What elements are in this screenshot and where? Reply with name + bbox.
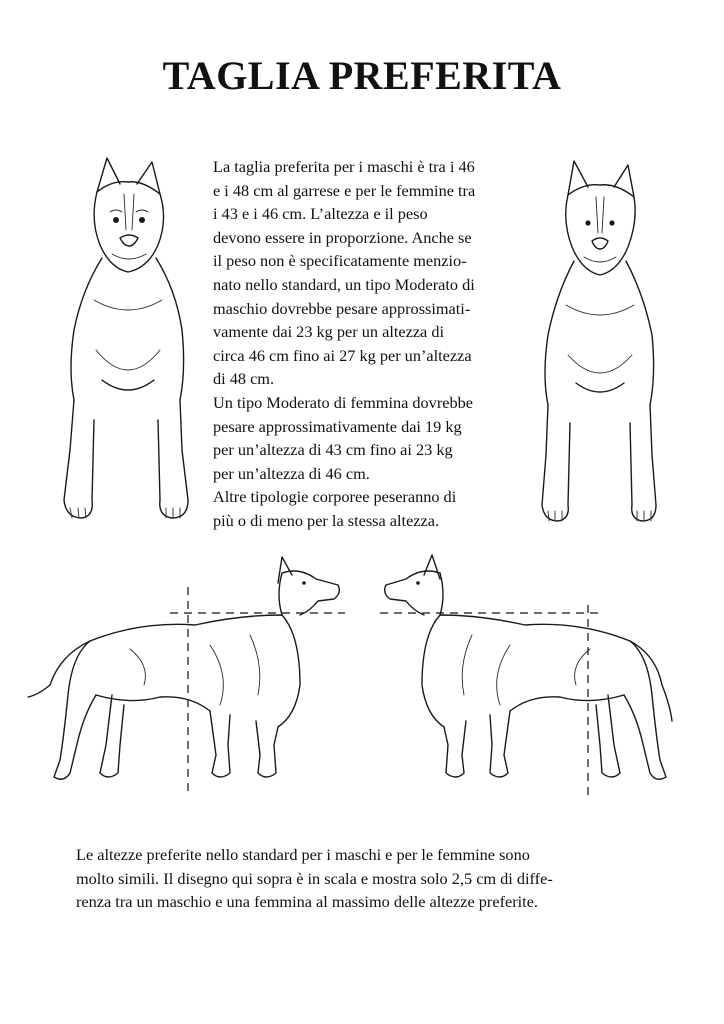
caption-line: molto simili. Il disegno qui sopra è in scala e mostra solo 2,5 cm di diffe- xyxy=(76,868,553,888)
intro-text xyxy=(213,155,543,533)
intro-line: Altre tipologie corporee peseranno di xyxy=(213,487,457,507)
intro-line: Un tipo Moderato di femmina dovrebbe xyxy=(213,392,473,412)
intro-line: devono essere in proporzione. Anche se xyxy=(213,227,472,247)
intro-line: di 48 cm. xyxy=(213,369,275,389)
intro-line: La taglia preferita per i maschi è tra i 46 xyxy=(213,157,475,176)
intro-line: per un’altezza di 46 cm. xyxy=(213,463,370,483)
intro-line: i 43 e i 46 cm. L’altezza e il peso xyxy=(213,204,428,224)
intro-line: circa 46 cm fino ai 27 kg per un’altezza xyxy=(213,345,472,365)
intro-line: nato nello standard, un tipo Moderato di xyxy=(213,274,475,294)
intro-line: vamente dai 23 kg per un altezza di xyxy=(213,322,445,342)
intro-line: e i 48 cm al garrese e per le femmine tra xyxy=(213,180,476,200)
caption-line: renza tra un maschio e una femmina al massimo delle altezze preferite. xyxy=(76,892,538,912)
male-dog-side-view xyxy=(28,557,339,779)
comparison-caption xyxy=(76,843,676,914)
male-dog-front-view-illustration xyxy=(52,150,202,530)
page-title: TAGLIA PREFERITA xyxy=(162,53,562,98)
intro-line: per un’altezza di 43 cm fino ai 23 kg xyxy=(213,440,453,460)
side-view-height-comparison-illustration xyxy=(20,545,700,805)
female-dog-side-view xyxy=(385,555,672,779)
intro-line: pesare approssimativamente dai 19 kg xyxy=(213,416,462,436)
caption-line: Le altezze preferite nello standard per i maschi e per le femmine sono xyxy=(76,845,530,864)
female-dog-front-view-illustration xyxy=(536,155,666,530)
intro-line: il peso non è specificatamente menzio- xyxy=(213,251,467,271)
intro-line: maschio dovrebbe pesare approssimati- xyxy=(213,298,471,318)
intro-line: più o di meno per la stessa altezza. xyxy=(213,510,440,530)
